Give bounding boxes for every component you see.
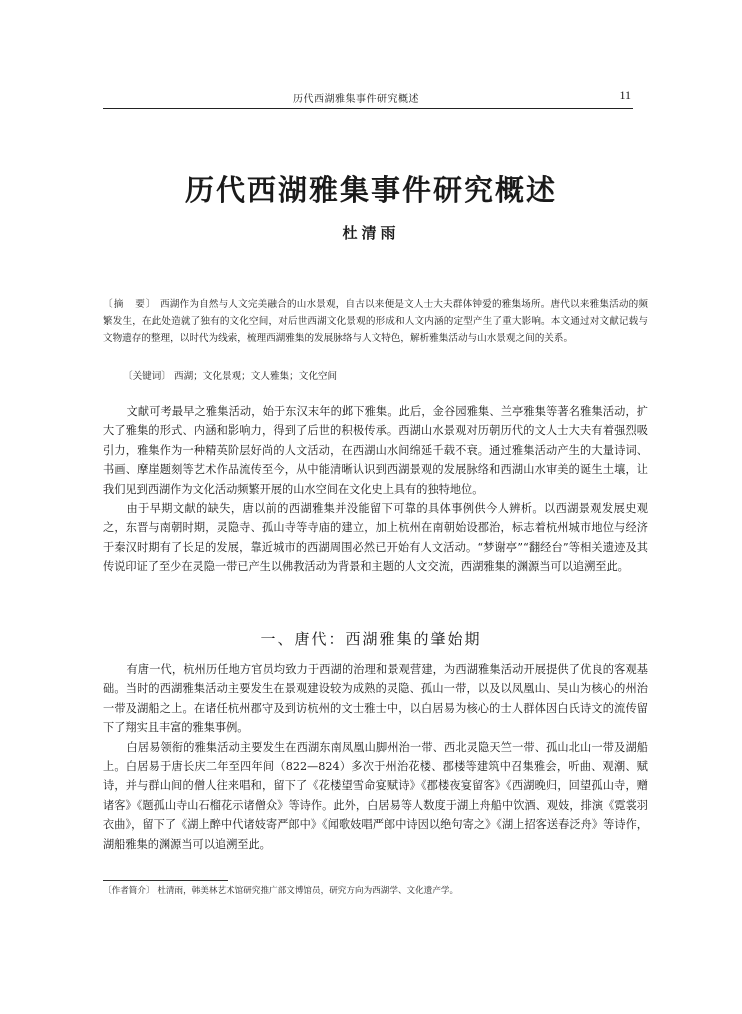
article-author: 杜清雨 — [342, 224, 400, 242]
footnote-divider — [103, 880, 228, 881]
intro-section — [103, 402, 648, 577]
abstract — [103, 296, 648, 347]
body-paragraph: 由于早期文献的缺失，唐以前的西湖雅集并没能留下可靠的具体事例供今人辨析。以西湖景观发展史观之，东晋与南朝时期，灵隐寺、孤山寺等寺庙的建立，加上杭州在南朝始设郡治，标志着杭州城市地位与经济于秦汉时期有了长足的发展，靠近城市的西湖周围必然已开始有人文活动。“梦谢亭”“翻经台”等相关遗迹及其传说印证了至少在灵隐一带已产生以佛教活动为背景和主题的人文交流，西湖雅集的渊源当可以追溯至此。 — [103, 502, 648, 574]
body-paragraph: 白居易领衔的雅集活动主要发生在西湖东南凤凰山脚州治一带、西北灵隐天竺一带、孤山北山一带及湖船上。白居易于唐长庆二年至四年间（822—824）多次于州治花楼、郡楼等建筑中召集雅会，听曲、观潮、赋诗，并与群山间的僧人往来唱和，留下了《花楼望雪命宴赋诗》《郡楼夜宴留客》《西湖晚归，回望孤山寺，赠诸客》《题孤山寺山石榴花示诸僧众》等诗作。此外，白居易等人数度于湖上舟船中饮酒、观妓，排演《霓裳羽衣曲》，留下了《湖上醉中代诸妓寄严郎中》《闻歌妓唱严郎中诗因以绝句寄之》《湖上招客送春泛舟》等诗作，湖船雅集的渊源当可以追溯至此。 — [103, 740, 648, 851]
section-one-body — [103, 660, 648, 854]
abstract-text: 西湖作为自然与人文完美融合的山水景观，自古以来便是文人士大夫群体钟爱的雅集场所。唐代以来雅集活动的频繁发生，在此处造就了独有的文化空间，对后世西湖文化景观的形成和人文内涵的定型产生了重大影响。本文通过对文献记载与文物遗存的整理，以时代为线索，梳理西湖雅集的发展脉络与人文特色，解析雅集活动与山水景观之间的关系。 — [103, 299, 648, 344]
footnote-text: 杜清雨，韩美林艺术馆研究推广部文博馆员，研究方向为西湖学、文化遗产学。 — [157, 886, 459, 896]
keywords-text: 西湖；文化景观；文人雅集；文化空间 — [174, 371, 338, 382]
footnote-label: 〔作者简介〕 — [103, 886, 155, 896]
page-number: 11 — [619, 88, 631, 102]
keywords — [123, 370, 643, 384]
running-header — [103, 82, 633, 109]
abstract-label: 〔摘 要〕 — [103, 299, 157, 310]
body-paragraph: 文献可考最早之雅集活动，始于东汉末年的邺下雅集。此后，金谷园雅集、兰亭雅集等著名雅集活动，扩大了雅集的形式、内涵和影响力，得到了后世的积极传承。西湖山水景观对历朝历代的文人士大夫有着强烈吸引力，雅集作为一种精英阶层好尚的人文活动，在西湖山水间绵延千载不衰。通过雅集活动产生的大量诗词、书画、摩崖题刻等艺术作品流传至今，从中能清晰认识到西湖景观的发展脉络和西湖山水审美的诞生土壤，让我们见到西湖作为文化活动频繁开展的山水空间在文化史上具有的独特地位。 — [103, 405, 648, 496]
running-title: 历代西湖雅集事件研究概述 — [293, 94, 419, 105]
article-title: 历代西湖雅集事件研究概述 — [184, 173, 557, 207]
section-heading: 一、唐代：西湖雅集的肇始期 — [260, 630, 482, 648]
body-paragraph: 有唐一代，杭州历任地方官员均致力于西湖的治理和景观营建，为西湖雅集活动开展提供了优良的客观基础。当时的西湖雅集活动主要发生在景观建设较为成熟的灵隐、孤山一带，以及以凤凰山、吴山为核心的州治一带及湖船之上。在诸任杭州郡守及到访杭州的文士雅士中，以白居易为核心的士人群体因白氏诗文的流传留下了翔实且丰富的雅集事例。 — [103, 663, 648, 735]
keywords-label: 〔关键词〕 — [123, 371, 171, 382]
author-footnote — [103, 885, 648, 897]
